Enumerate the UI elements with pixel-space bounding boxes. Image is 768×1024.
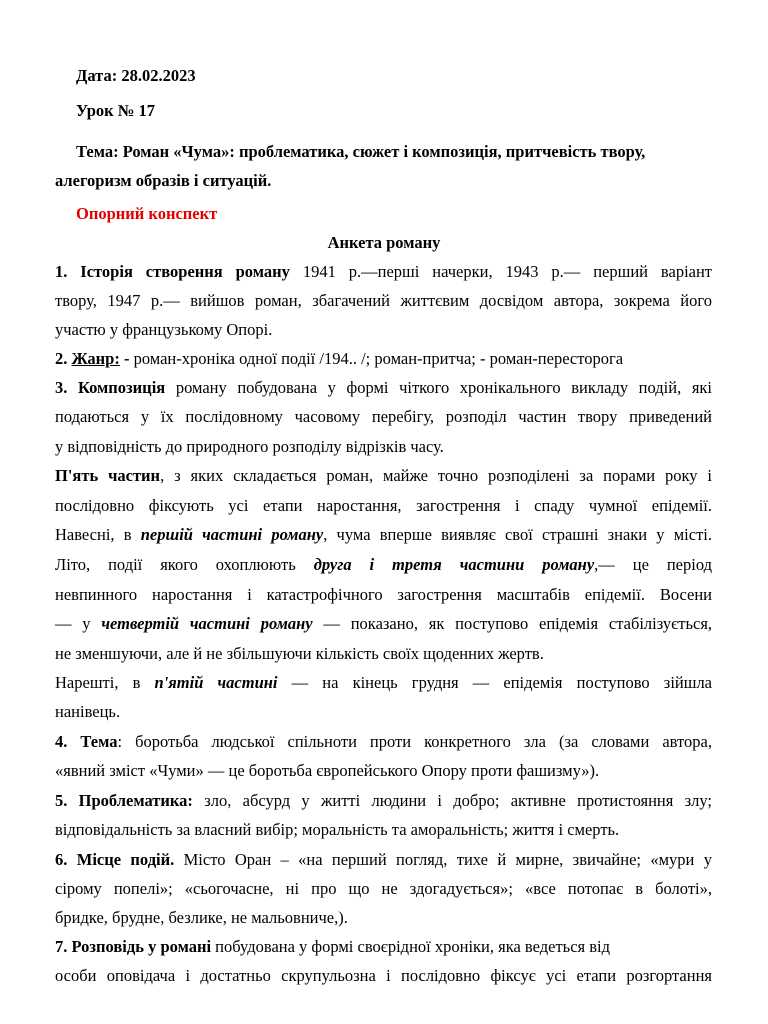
topic-line-1: Тема: Роман «Чума»: проблематика, сюжет і композиція, притчевість твору, bbox=[76, 142, 646, 161]
parts-text-8a: Нарешті, в bbox=[55, 673, 141, 692]
place-label: 6. Місце подій. bbox=[55, 850, 175, 869]
parts-line-6 bbox=[55, 614, 712, 634]
composition-label: 3. Композиція bbox=[55, 378, 166, 397]
parts-text-3a: Навесні, в bbox=[55, 525, 132, 544]
genre-label: Жанр: bbox=[71, 349, 120, 368]
composition-line-3: у відповідність до природного розподілу відрізків часу. bbox=[55, 437, 444, 456]
place-text-1: Місто Оран – «на перший погляд, тихе й мирне, звичайне; «мури у bbox=[183, 850, 713, 869]
narration-label: 7. Розповідь у романі bbox=[55, 937, 212, 956]
problems-label: 5. Проблематика: bbox=[55, 791, 193, 810]
genre-number: 2. bbox=[55, 349, 68, 368]
first-part-ref: першій частині роману bbox=[140, 525, 324, 544]
history-text-1: 1941 р.—перші начерки, 1943 р.— перший варіант bbox=[302, 262, 713, 281]
composition-line-2: подаються у їх послідовному часовому перебігу, розподіл частин твору приведений bbox=[55, 407, 712, 426]
narration-text-1: побудована у формі своєрідної хроніки, яка ведеться від bbox=[215, 937, 610, 956]
theme-line-2: «явний зміст «Чуми» — це боротьба європейського Опору проти фашизму»). bbox=[55, 761, 600, 780]
parts-line-3 bbox=[55, 525, 712, 545]
parts-line-7: не зменшуючи, але й не збільшуючи кількість своїх щоденних жертв. bbox=[55, 644, 544, 663]
place-line-3: бридке, брудне, безлике, не мальовниче,). bbox=[55, 908, 348, 927]
parts-text-8c: — на кінець грудня — епідемія поступово зійшла bbox=[291, 673, 713, 692]
genre-text-2: - роман-пересторога bbox=[480, 349, 624, 368]
parts-line-4 bbox=[55, 555, 712, 575]
parts-line-1 bbox=[55, 466, 712, 486]
narration-line-2: особи оповідача і достатньо скрупульозна і послідовно фіксує усі етапи розгортання bbox=[55, 966, 712, 985]
history-line-2: твору, 1947 р.— вийшов роман, збагачений життєвим досвідом автора, зокрема його bbox=[55, 291, 712, 310]
problems-text-1: зло, абсурд у житті людини і добро; активне протистояння злу; bbox=[204, 791, 713, 810]
fifth-part-ref: п'ятій частині bbox=[154, 673, 278, 692]
parts-line-2: послідовно фіксують усі етапи наростання, загострення і спаду чумної епідемії. bbox=[55, 496, 712, 515]
lesson-line: Урок № 17 bbox=[76, 101, 156, 120]
parts-text-6c: — показано, як поступово епідемія стабілізується, bbox=[323, 614, 713, 633]
parts-text-3c: , чума вперше виявляє свої страшні знаки у місті. bbox=[323, 525, 713, 544]
problems-line-1 bbox=[55, 791, 712, 811]
place-line-2: сірому попелі»; «сьогочасне, ні про що не здогадується»; «все потопає в болоті», bbox=[55, 879, 712, 898]
history-line-3: участю у французькому Опорі. bbox=[55, 320, 273, 339]
composition-text-1: роману побудована у формі чіткого хронікального викладу подій, які bbox=[175, 378, 713, 397]
theme-text-1: : боротьба людської спільноти проти конкретного зла (за словами автора, bbox=[117, 732, 712, 751]
parts-text-4c: ,— це період bbox=[594, 555, 713, 574]
genre-text: роман-хроніка одної події /194.. /; роман-притча; bbox=[133, 349, 476, 368]
theme-label: 4. Тема bbox=[55, 732, 118, 751]
section-title: Анкета роману bbox=[327, 233, 441, 252]
problems-line-2: відповідальність за власний вибір; моральність та аморальність; життя і смерть. bbox=[55, 820, 620, 839]
parts-label: П'ять частин bbox=[55, 466, 161, 485]
parts-text-1: , з яких складається роман, майже точно розподілені за порами року і bbox=[160, 466, 712, 485]
history-line-1 bbox=[55, 262, 712, 282]
parts-text-6a: — у bbox=[55, 614, 91, 633]
theme-line-1 bbox=[55, 732, 712, 752]
date-line: Дата: 28.02.2023 bbox=[76, 66, 196, 85]
parts-line-8 bbox=[55, 673, 712, 693]
history-label: 1. Історія створення роману bbox=[55, 262, 290, 281]
fourth-part-ref: четвертій частині роману bbox=[101, 614, 313, 633]
composition-line-1 bbox=[55, 378, 712, 398]
outline-label: Опорний конспект bbox=[76, 204, 218, 223]
topic-line-2: алегоризм образів і ситуацій. bbox=[55, 171, 272, 190]
parts-line-9: нанівець. bbox=[55, 702, 121, 721]
parts-text-4a: Літо, події якого охоплюють bbox=[55, 555, 296, 574]
narration-line-1 bbox=[55, 937, 712, 957]
second-third-part-ref: друга і третя частини роману bbox=[313, 555, 595, 574]
genre-dash: - bbox=[123, 349, 130, 368]
genre-line bbox=[55, 349, 712, 369]
parts-line-5: невпинного наростання і катастрофічного загострення масштабів епідемії. Восени bbox=[55, 585, 712, 604]
place-line-1 bbox=[55, 850, 712, 870]
